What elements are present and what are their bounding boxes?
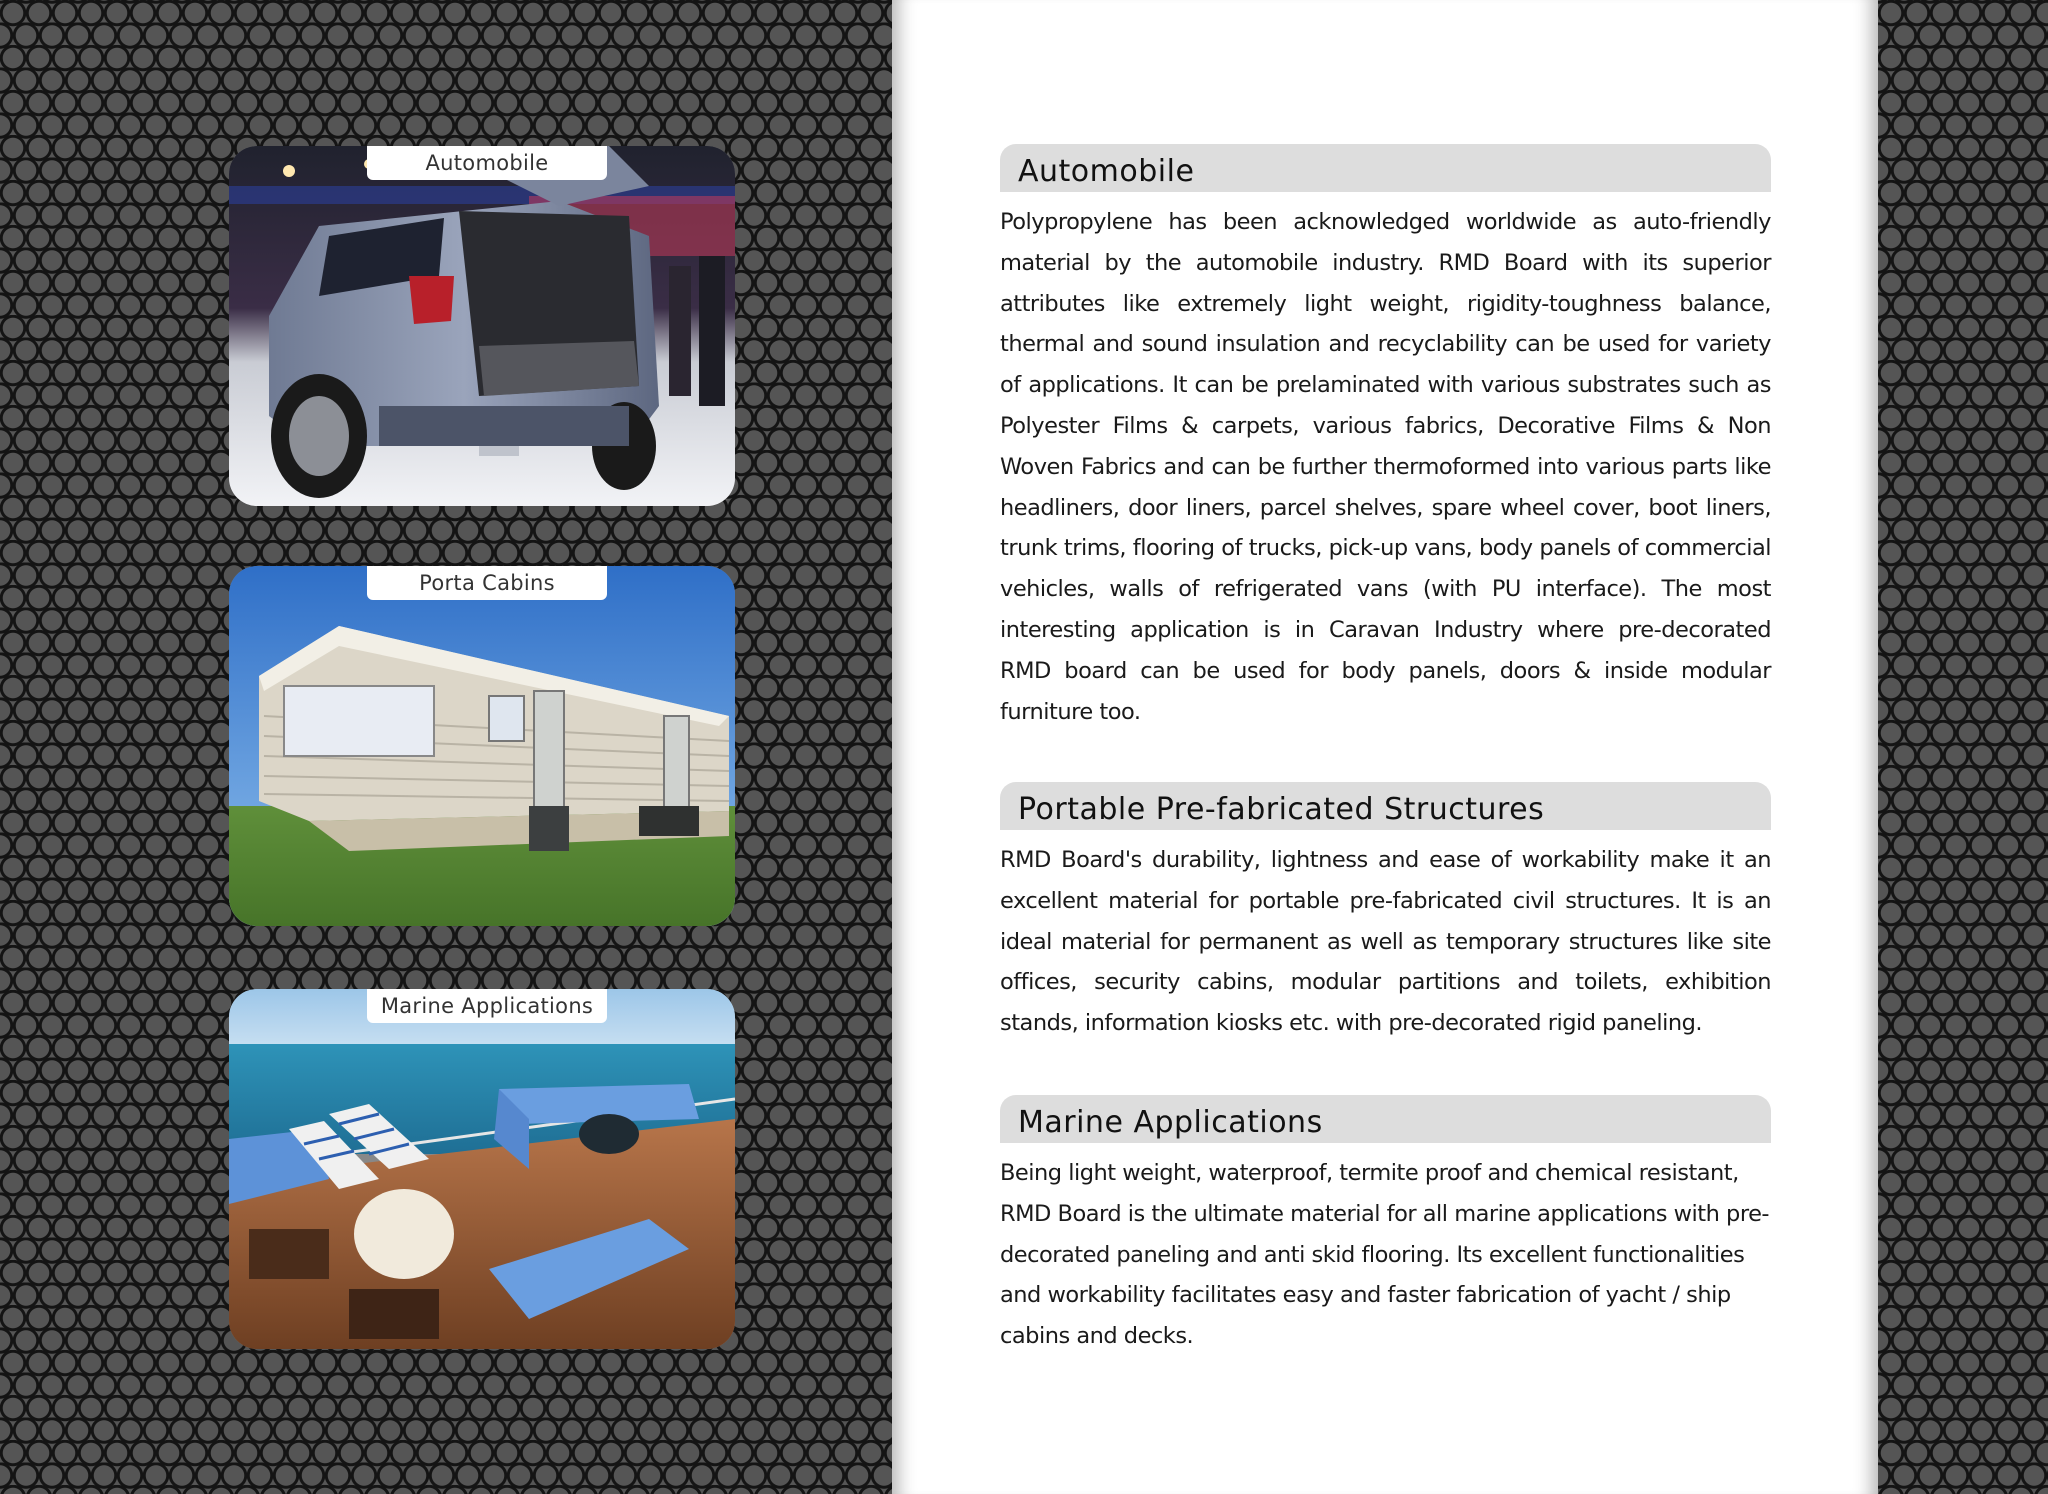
circle-pattern-background-right <box>1878 0 2048 1494</box>
section-header-band <box>1000 782 1771 830</box>
section-body-text: Polypropylene has been acknowledged worldwide as auto-friendly material by the automobile industry. RMD Board with its superior attributes like extremely light weight, rigidity-toughness balance, thermal and sound insulation and recyclability can be used for variety of applications. It can be prelaminated with various substrates such as Polyester Films & carpets, various fabrics, Decorative Films & Non Woven Fabrics and can be further thermoformed into various parts like headliners, door liners, parcel shelves, spare wheel cover, boot liners, trunk trims, flooring of trucks, pick-up vans, body panels of commercial vehicles, walls of refrigerated vans (with PU interface). The most interesting application is in Caravan Industry where pre-decorated RMD board can be used for body panels, doors & inside modular furniture too. <box>1000 209 1771 725</box>
porta-cabin-photo-card <box>229 566 735 926</box>
section-title: Marine Applications <box>1018 1105 1323 1140</box>
photo-caption-automobile: Automobile <box>367 146 607 180</box>
photo-caption-porta-cabins: Porta Cabins <box>367 566 607 600</box>
photo-caption-marine-applications: Marine Applications <box>367 989 607 1023</box>
section-marine-applications <box>1000 1095 1771 1357</box>
yacht-deck-lounge-image <box>229 989 735 1349</box>
section-portable-prefabricated-structures <box>1000 782 1771 1044</box>
automobile-photo-card <box>229 146 735 506</box>
section-body-text: Being light weight, waterproof, termite proof and chemical resistant, RMD Board is the ultimate material for all marine applications with pre-decorated paneling and anti skid flooring. Its excellent functionalities and workability facilitates easy and faster fabrication of yacht / ship cabins and decks. <box>1000 1160 1770 1350</box>
section-header-band <box>1000 144 1771 192</box>
section-title: Automobile <box>1018 154 1195 189</box>
section-title: Portable Pre-fabricated Structures <box>1018 792 1545 827</box>
marine-photo-card <box>229 989 735 1349</box>
section-body-text: RMD Board's durability, lightness and ease of workability make it an excellent material for portable pre-fabricated civil structures. It is an ideal material for permanent as well as temporary structures like site offices, security cabins, modular partitions and toilets, exhibition stands, information kiosks etc. with pre-decorated rigid paneling. <box>1000 847 1771 1037</box>
caravan-mobile-home-image <box>229 566 735 926</box>
section-automobile <box>1000 144 1771 732</box>
suv-with-open-tailgate-image <box>229 146 735 506</box>
section-header-band <box>1000 1095 1771 1143</box>
